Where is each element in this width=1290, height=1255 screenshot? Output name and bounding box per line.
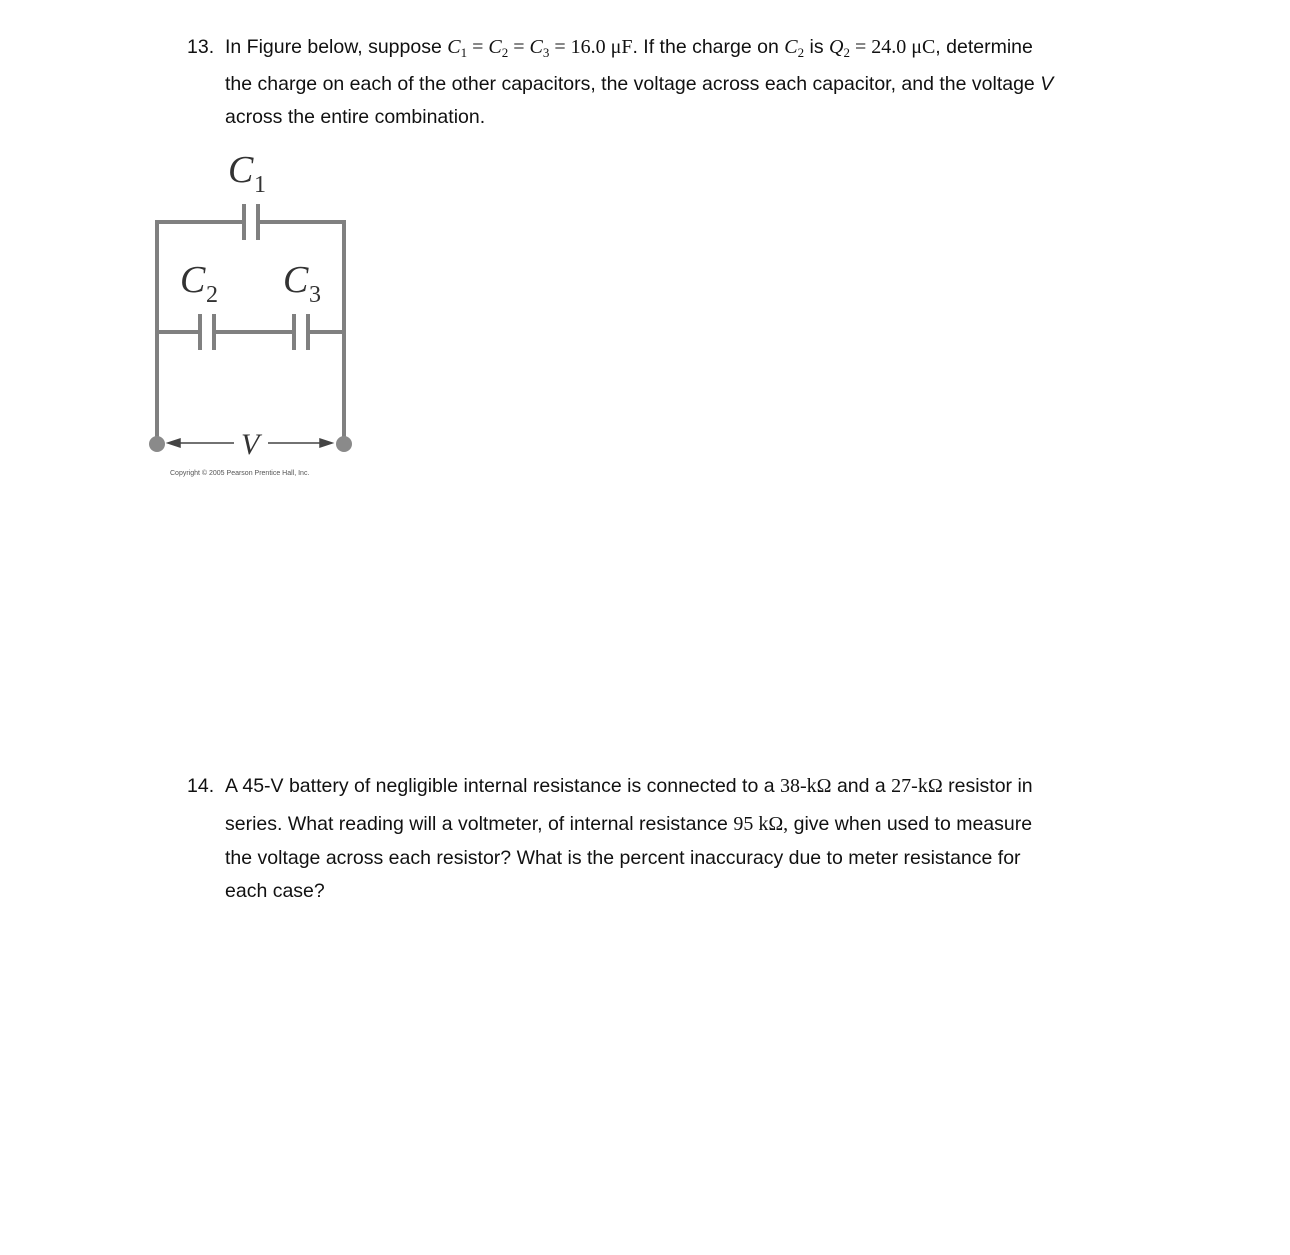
problem-13-text-2: . If the charge on [632,36,785,58]
label-voltage: V [241,428,260,461]
label-c3: C [283,259,309,301]
problem-14-line-1: A 45-V battery of negligible internal resistance is connected to a 38-kΩ and a 27-kΩ resistor in [225,775,1033,797]
eq-q2: $Q_2$ [829,36,850,60]
problem-13-line-1: In Figure below, suppose $C_1 = C_2 = C_3 = 16.0$ μF. If the charge on $C_2$ is $Q_2 = 24.0$ μC, determine [225,36,1033,60]
figure-copyright: Copyright © 2005 Pearson Prentice Hall, Inc. [170,470,310,477]
problem-14-line-4: each case? [225,880,325,902]
resistance-2: 27-kΩ [891,775,943,797]
terminal-left [149,436,165,452]
problem-14-line-3: the voltage across each resistor? What is the percent inaccuracy due to meter resistance for [225,847,1021,869]
label-c2-sub: 2 [206,282,218,308]
eq-c2-ref: $C_2$ [784,36,805,60]
terminal-right [336,436,352,452]
v-arrow-right-head [320,439,332,447]
charge-value: 24.0 μC [871,36,936,58]
capacitance-value: 16.0 μF [570,36,633,58]
voltage-variable: V [1040,73,1054,95]
problem-13-line-3: across the entire combination. [225,106,486,128]
problem-13-text-3: is [804,36,829,58]
eq-c3: $C_3$ [529,36,550,60]
eq-c2: $C_2$ [488,36,509,60]
v-arrow-left-head [168,439,180,447]
label-c1: C [228,149,254,191]
capacitor-circuit-figure [140,140,370,485]
voltmeter-resistance: 95 kΩ, [733,813,789,835]
resistance-1: 38-kΩ [780,775,832,797]
problem-13-text-1: In Figure below, suppose [225,36,448,58]
label-c3-sub: 3 [309,282,321,308]
problem-13-text-4: , determine [935,36,1033,58]
problem-14-line-2: series. What reading will a voltmeter, of internal resistance 95 kΩ, give when used to measure [225,813,1033,835]
eq-c1: $C_1$ [447,36,468,60]
problem-13-line-2: the charge on each of the other capacitors, the voltage across each capacitor, and the voltage V [225,73,1054,95]
label-c2: C [180,259,206,301]
problem-14-number: 14. [187,775,215,797]
problem-13-number: 13. [187,36,215,58]
label-c1-sub: 1 [254,172,266,198]
